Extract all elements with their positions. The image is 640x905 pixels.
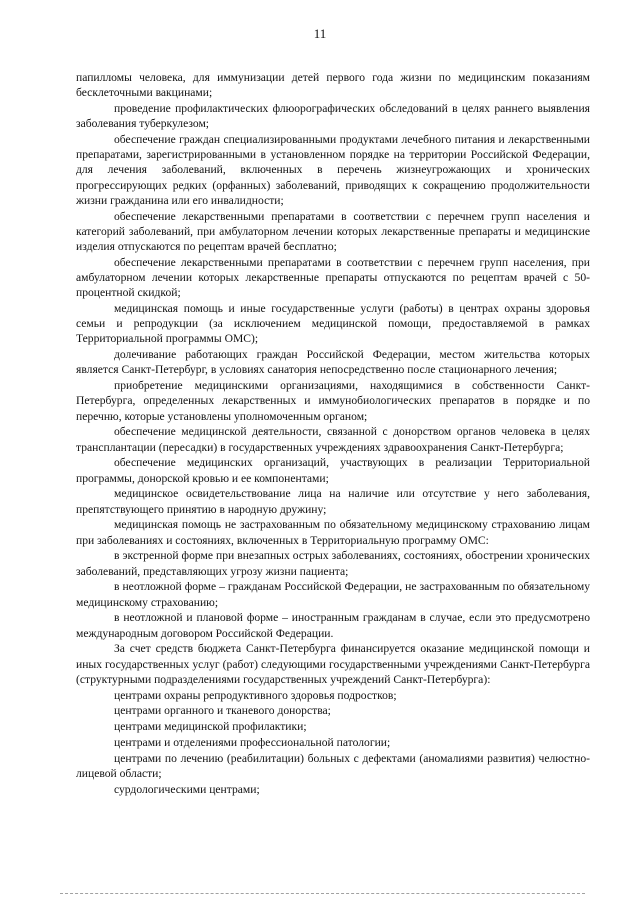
paragraph: центрами медицинской профилактики; [114, 720, 307, 734]
document-body [76, 70, 590, 797]
paragraph: медицинское освидетельствование лица на наличие или отсутствие у него заболевания, препятствующего принятию в народную дружину; [76, 487, 590, 516]
paragraph: долечивание работающих граждан Российской Федерации, местом жительства которых является Санкт-Петербург, в условиях санатория непосредственно после стационарного лечения; [76, 348, 590, 377]
paragraph: сурдологическими центрами; [114, 782, 260, 796]
paragraph: обеспечение медицинской деятельности, связанной с донорством органов человека в целях трансплантации (пересадки) в государственных учреждениях здравоохранения Санкт-Петербурга; [76, 425, 590, 454]
paragraph: в экстренной форме при внезапных острых заболеваниях, состояниях, обострении хронических заболеваний, представляющих угрозу жизни пациента; [76, 549, 590, 578]
paragraph: обеспечение граждан специализированными продуктами лечебного питания и лекарственными препаратами, зарегистрированными в установленном порядке на территории Российской Федерации, для лечения заболеваний, включенных в перечень жизнеугрожающих и хронических прогрессирующих редких (орфанных) заболеваний, приводящих к сокращению продолжительности жизни гражданина или его инвалидности; [76, 133, 590, 207]
paragraph: обеспечение лекарственными препаратами в соответствии с перечнем групп населения, при амбулаторном лечении которых лекарственные препараты отпускаются по рецептам врачей с 50-процентной скидкой; [76, 255, 590, 300]
paragraph: медицинская помощь не застрахованным по обязательному медицинскому страхованию лицам при заболеваниях и состояниях, включенных в Территориальную программу ОМС: [76, 518, 590, 547]
paragraph: обеспечение лекарственными препаратами в соответствии с перечнем групп населения и категорий заболеваний, при амбулаторном лечении которых лекарственные препараты и медицинские изделия отпускаются по рецептам врачей бесплатно; [76, 209, 590, 254]
paragraph: приобретение медицинскими организациями, находящимися в собственности Санкт-Петербурга, определенных лекарственных и иммунобиологических препаратов в порядке и по перечню, которые установлены уполномоченным органом; [76, 379, 590, 423]
paragraph: папилломы человека, для иммунизации детей первого года жизни по медицинским показаниям бесклеточными вакцинами; [76, 71, 590, 100]
scan-artifact-line [60, 893, 585, 896]
paragraph: центрами органного и тканевого донорства; [114, 704, 331, 718]
paragraph: медицинская помощь и иные государственные услуги (работы) в центрах охраны здоровья семьи и репродукции (за исключением медицинской помощи, предоставляемой в рамках Территориальной программы ОМС); [76, 302, 590, 346]
paragraph: проведение профилактических флюорографических обследований в целях раннего выявления заболевания туберкулезом; [76, 102, 590, 131]
paragraph: центрами охраны репродуктивного здоровья подростков; [114, 688, 397, 702]
paragraph: центрами по лечению (реабилитации) больных с дефектами (аномалиями развития) челюстно-лицевой области; [76, 751, 590, 781]
paragraph: За счет средств бюджета Санкт-Петербурга финансируется оказание медицинской помощи и иных государственных услуг (работ) следующими государственными учреждениями Санкт-Петербурга (структурными подразделениями государственных учреждений Санкт-Петербурга): [76, 642, 590, 686]
paragraph: центрами и отделениями профессиональной патологии; [114, 736, 391, 750]
paragraph: в неотложной и плановой форме – иностранным гражданам в случае, если это предусмотрено международным договором Российской Федерации. [76, 611, 590, 640]
page-number: 11 [313, 26, 327, 41]
paragraph: в неотложной форме – гражданам Российской Федерации, не застрахованным по обязательному медицинскому страхованию; [76, 580, 590, 609]
paragraph: обеспечение медицинских организаций, участвующих в реализации Территориальной программы, донорской кровью и ее компонентами; [76, 456, 590, 485]
